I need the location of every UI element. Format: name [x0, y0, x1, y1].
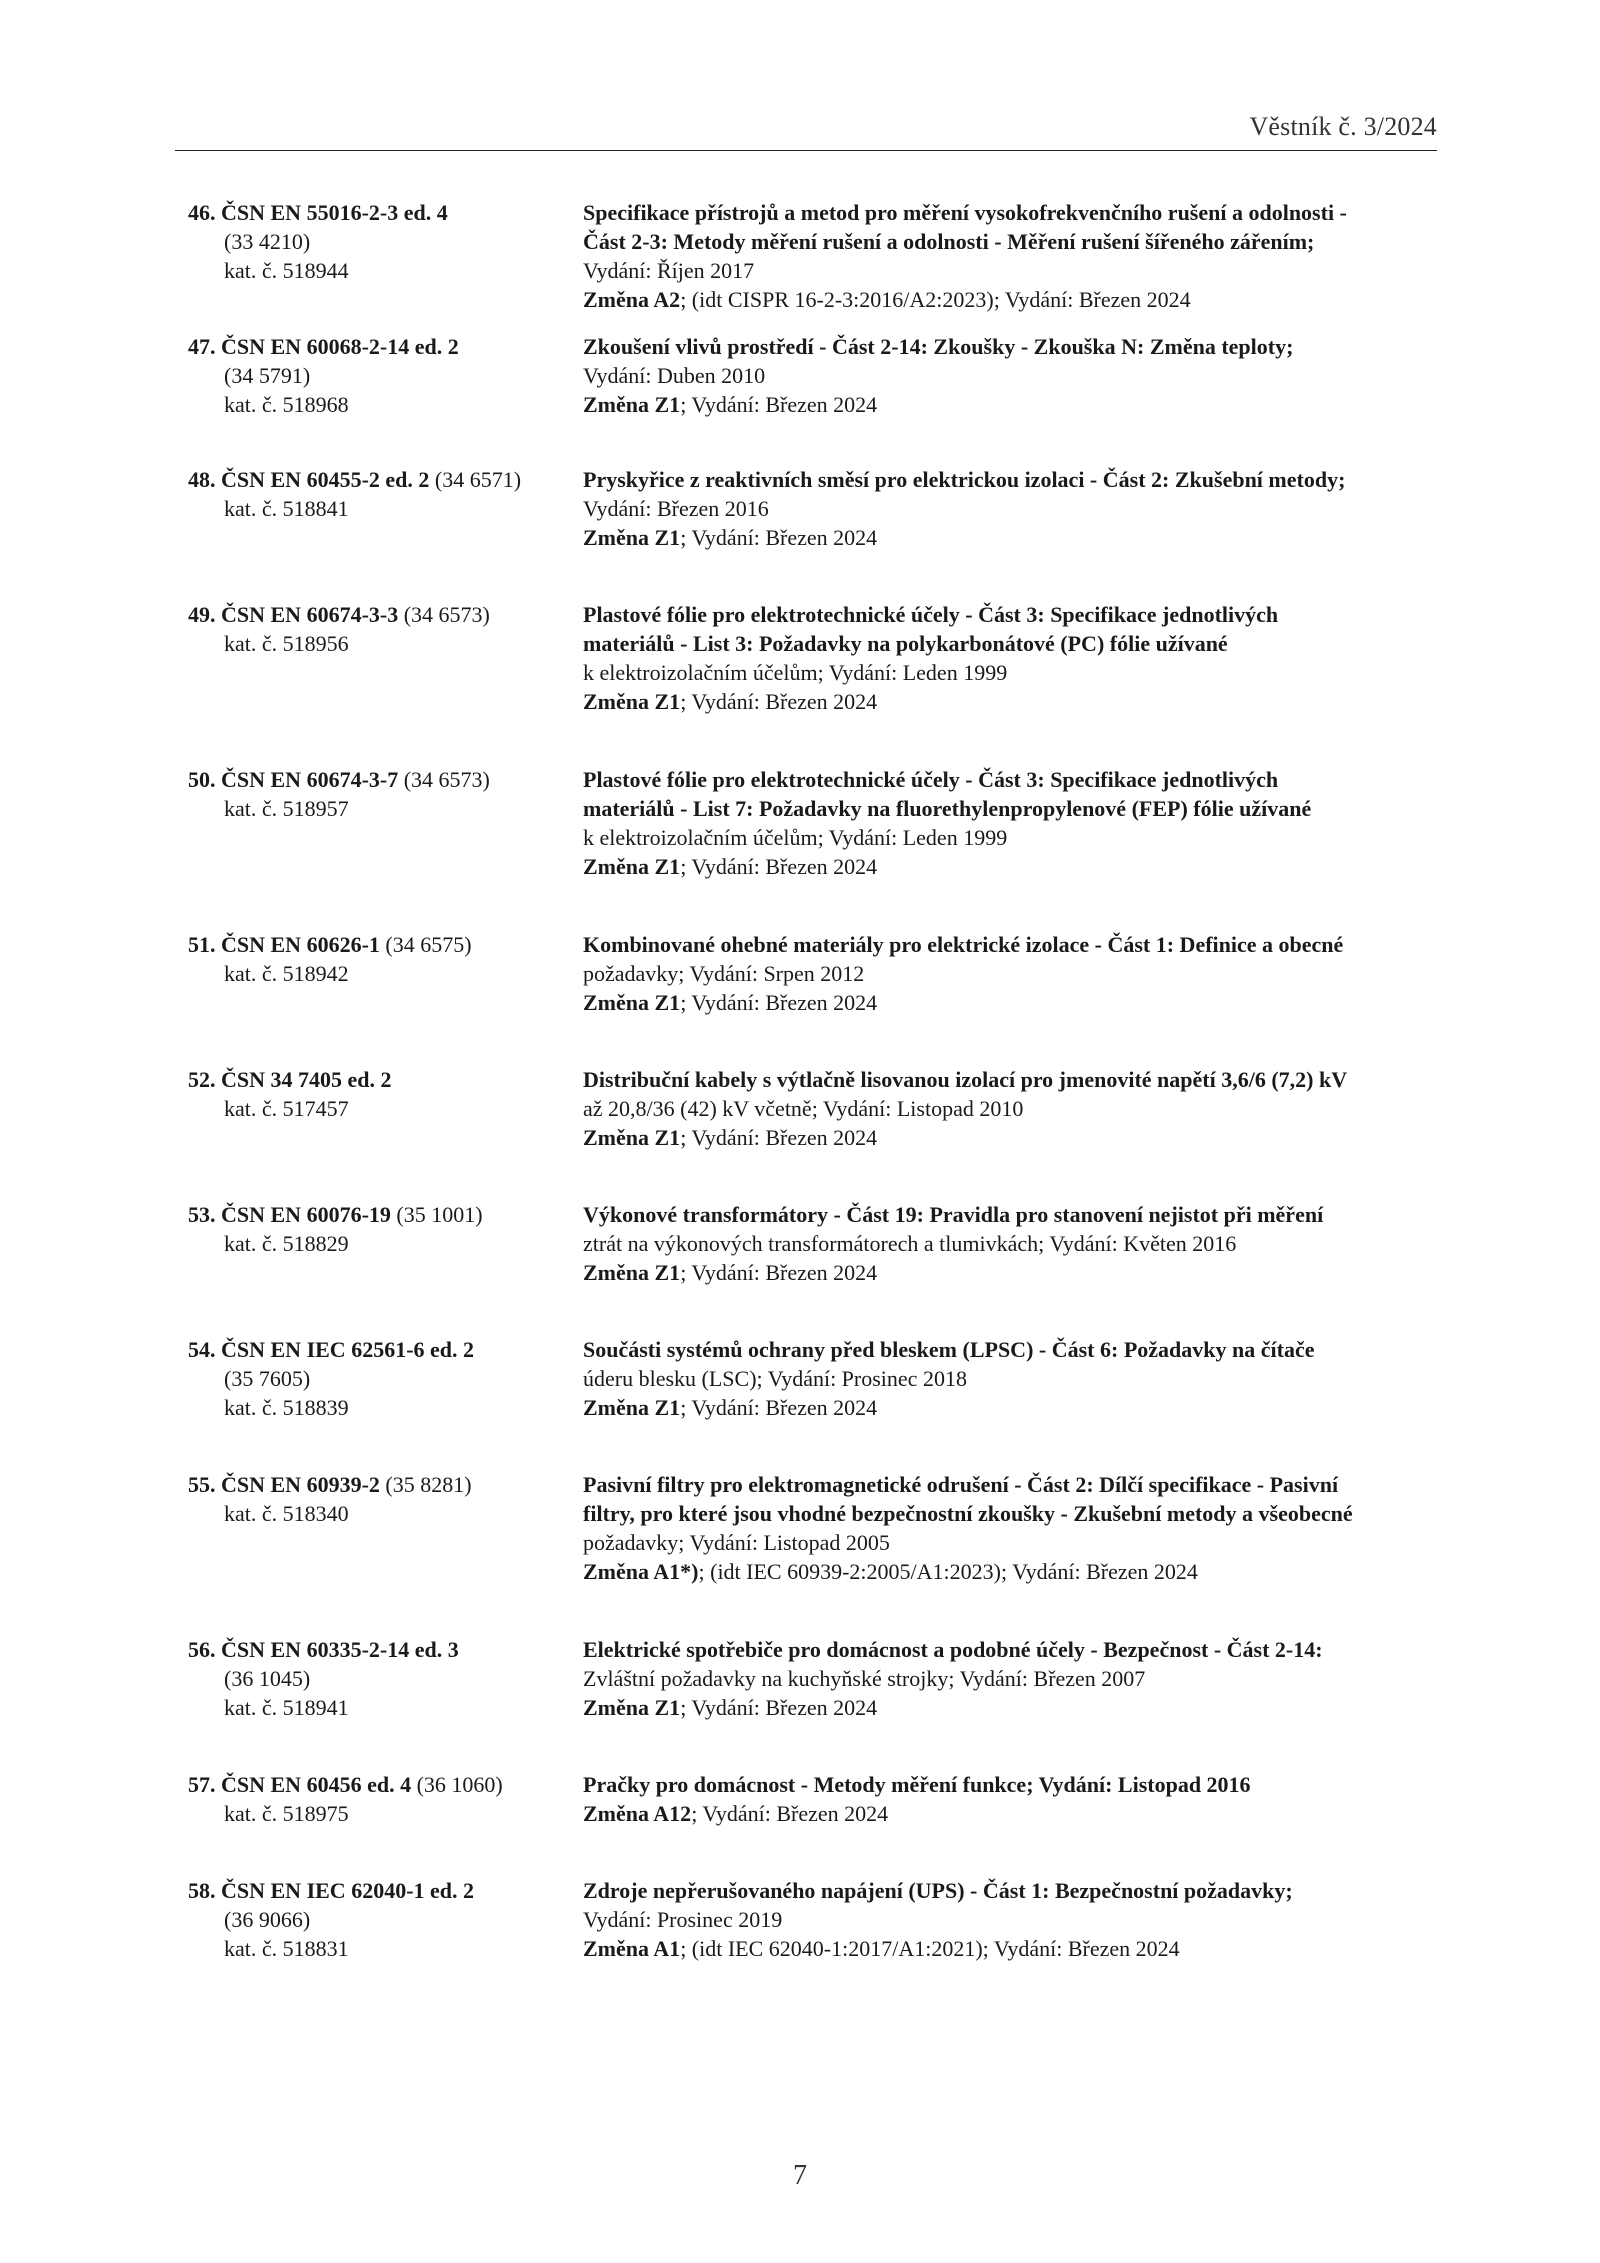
entry-number: 46. — [188, 200, 216, 225]
amendment-line — [583, 285, 1438, 314]
amendment-label: Změna Z1 — [583, 1125, 681, 1150]
title-line: Elektrické spotřebiče pro domácnost a podobné účely - Bezpečnost - Část 2-14: — [583, 1637, 1323, 1662]
entry-number: 58. — [188, 1878, 216, 1903]
amendment-details: ; Vydání: Březen 2024 — [680, 854, 878, 879]
amendment-line — [583, 852, 1438, 881]
issue-line: Vydání: Říjen 2017 — [583, 258, 755, 283]
entry-number: 47. — [188, 334, 216, 359]
list-item — [188, 1876, 1438, 1976]
amendment-label: Změna A1*) — [583, 1559, 699, 1584]
amendment-label: Změna Z1 — [583, 1695, 681, 1720]
classification-code: (34 6573) — [403, 767, 490, 792]
list-item — [188, 1770, 1438, 1876]
list-item — [188, 198, 1438, 332]
issue-line: úderu blesku (LSC); Vydání: Prosinec 2018 — [583, 1366, 967, 1391]
amendment-label: Změna Z1 — [583, 854, 681, 879]
entry-number: 53. — [188, 1202, 216, 1227]
amendment-details: ; Vydání: Březen 2024 — [691, 1801, 889, 1826]
standard-code: ČSN EN 60455-2 ed. 2 — [221, 467, 430, 492]
amendment-details: ; (idt IEC 62040-1:2017/A1:2021); Vydání: Březen 2024 — [680, 1936, 1180, 1961]
issue-line: požadavky; Vydání: Listopad 2005 — [583, 1530, 890, 1555]
list-item — [188, 332, 1438, 465]
amendment-label: Změna Z1 — [583, 525, 681, 550]
catalog-number: kat. č. 518829 — [224, 1231, 349, 1256]
classification-code: (34 6575) — [385, 932, 472, 957]
list-item — [188, 1200, 1438, 1335]
standard-code: ČSN EN 60068-2-14 ed. 2 — [221, 334, 459, 359]
list-item — [188, 1065, 1438, 1200]
amendment-details: ; Vydání: Březen 2024 — [680, 525, 878, 550]
title-line: Plastové fólie pro elektrotechnické účely - Část 3: Specifikace jednotlivých — [583, 767, 1279, 792]
title-line: Pryskyřice z reaktivních směsí pro elektrickou izolaci - Část 2: Zkušební metody; — [583, 467, 1346, 492]
entry-number: 50. — [188, 767, 216, 792]
amendment-details: ; Vydání: Březen 2024 — [680, 1125, 878, 1150]
amendment-label: Změna Z1 — [583, 689, 681, 714]
title-line: filtry, pro které jsou vhodné bezpečnostní zkoušky - Zkušební metody a všeobecné — [583, 1501, 1353, 1526]
title-line: Specifikace přístrojů a metod pro měření vysokofrekvenčního rušení a odolnosti - — [583, 200, 1347, 225]
classification-code: (35 7605) — [224, 1366, 311, 1391]
list-item — [188, 1335, 1438, 1470]
amendment-details: ; Vydání: Březen 2024 — [680, 1260, 878, 1285]
title-line: Distribuční kabely s výtlačně lisovanou izolací pro jmenovité napětí 3,6/6 (7,2) kV — [583, 1067, 1348, 1092]
standard-code: ČSN EN IEC 62040-1 ed. 2 — [221, 1878, 475, 1903]
list-item — [188, 765, 1438, 930]
classification-code: (36 1045) — [224, 1666, 311, 1691]
amendment-details: ; Vydání: Březen 2024 — [680, 689, 878, 714]
catalog-number: kat. č. 518956 — [224, 631, 349, 656]
amendment-line — [583, 1258, 1438, 1287]
title-line: Součásti systémů ochrany před bleskem (LPSC) - Část 6: Požadavky na čítače — [583, 1337, 1315, 1362]
issue-line: Vydání: Březen 2016 — [583, 496, 769, 521]
catalog-number: kat. č. 518340 — [224, 1501, 349, 1526]
amendment-label: Změna Z1 — [583, 1395, 681, 1420]
title-line: Zdroje nepřerušovaného napájení (UPS) - Část 1: Bezpečnostní požadavky; — [583, 1878, 1293, 1903]
issue-line: Vydání: Prosinec 2019 — [583, 1907, 783, 1932]
entry-number: 57. — [188, 1772, 216, 1797]
title-line: Plastové fólie pro elektrotechnické účely - Část 3: Specifikace jednotlivých — [583, 602, 1279, 627]
classification-code: (34 5791) — [224, 363, 311, 388]
entry-number: 49. — [188, 602, 216, 627]
amendment-line — [583, 1693, 1438, 1722]
issue-line: požadavky; Vydání: Srpen 2012 — [583, 961, 865, 986]
catalog-number: kat. č. 518944 — [224, 258, 349, 283]
amendment-line — [583, 1799, 1438, 1828]
standard-code: ČSN EN IEC 62561-6 ed. 2 — [221, 1337, 475, 1362]
entry-number: 56. — [188, 1637, 216, 1662]
entry-number: 55. — [188, 1472, 216, 1497]
page-number: 7 — [793, 2160, 807, 2191]
list-item — [188, 465, 1438, 600]
amendment-label: Změna A1 — [583, 1936, 681, 1961]
amendment-details: ; Vydání: Březen 2024 — [680, 990, 878, 1015]
standard-code: ČSN EN 60335-2-14 ed. 3 — [221, 1637, 459, 1662]
title-line: Pasivní filtry pro elektromagnetické odrušení - Část 2: Dílčí specifikace - Pasivní — [583, 1472, 1339, 1497]
classification-code: (34 6571) — [434, 467, 522, 492]
standard-code: ČSN EN 60626-1 — [221, 932, 380, 957]
classification-code: (33 4210) — [224, 229, 311, 254]
classification-code: (36 1060) — [416, 1772, 503, 1797]
catalog-number: kat. č. 517457 — [224, 1096, 349, 1121]
amendment-details: ; Vydání: Březen 2024 — [680, 392, 878, 417]
title-line: Pračky pro domácnost - Metody měření funkce; Vydání: Listopad 2016 — [583, 1772, 1251, 1797]
standard-code: ČSN EN 60674-3-3 — [221, 602, 399, 627]
issue-line: k elektroizolačním účelům; Vydání: Leden 1999 — [583, 660, 1008, 685]
issue-line: až 20,8/36 (42) kV včetně; Vydání: Listopad 2010 — [583, 1096, 1024, 1121]
issue-line: ztrát na výkonových transformátorech a tlumivkách; Vydání: Květen 2016 — [583, 1231, 1237, 1256]
issue-line: Vydání: Duben 2010 — [583, 363, 766, 388]
title-line: Zkoušení vlivů prostředí - Část 2-14: Zkoušky - Zkouška N: Změna teploty; — [583, 334, 1294, 359]
catalog-number: kat. č. 518831 — [224, 1936, 349, 1961]
catalog-number: kat. č. 518839 — [224, 1395, 349, 1420]
amendment-line — [583, 1393, 1438, 1422]
standard-code: ČSN EN 60939-2 — [221, 1472, 380, 1497]
standard-code: ČSN 34 7405 ed. 2 — [221, 1067, 392, 1092]
amendment-line — [583, 523, 1438, 552]
amendment-line — [583, 1123, 1438, 1152]
standards-list — [188, 198, 1438, 1976]
catalog-number: kat. č. 518975 — [224, 1801, 349, 1826]
issue-line: k elektroizolačním účelům; Vydání: Leden 1999 — [583, 825, 1008, 850]
entry-number: 51. — [188, 932, 216, 957]
amendment-line — [583, 988, 1438, 1017]
amendment-details: ; Vydání: Březen 2024 — [680, 1695, 878, 1720]
standard-code: ČSN EN 60674-3-7 — [221, 767, 399, 792]
bulletin-title: Věstník č. 3/2024 — [1249, 112, 1437, 141]
list-item — [188, 1470, 1438, 1635]
amendment-line — [583, 390, 1438, 419]
amendment-label: Změna Z1 — [583, 1260, 681, 1285]
list-item — [188, 1635, 1438, 1770]
page-header — [175, 112, 1437, 151]
catalog-number: kat. č. 518957 — [224, 796, 349, 821]
title-line: Kombinované ohebné materiály pro elektrické izolace - Část 1: Definice a obecné — [583, 932, 1344, 957]
amendment-line — [583, 1557, 1438, 1586]
amendment-line — [583, 687, 1438, 716]
catalog-number: kat. č. 518841 — [224, 496, 349, 521]
classification-code: (35 1001) — [396, 1202, 483, 1227]
amendment-label: Změna A12 — [583, 1801, 692, 1826]
list-item — [188, 930, 1438, 1065]
classification-code: (34 6573) — [403, 602, 490, 627]
title-line: Část 2-3: Metody měření rušení a odolnosti - Měření rušení šířeného zářením; — [583, 229, 1315, 254]
classification-code: (36 9066) — [224, 1907, 311, 1932]
amendment-label: Změna Z1 — [583, 392, 681, 417]
entry-number: 54. — [188, 1337, 216, 1362]
amendment-details: ; (idt IEC 60939-2:2005/A1:2023); Vydání: Březen 2024 — [698, 1559, 1198, 1584]
list-item — [188, 600, 1438, 765]
catalog-number: kat. č. 518942 — [224, 961, 349, 986]
amendment-details: ; Vydání: Březen 2024 — [680, 1395, 878, 1420]
issue-line: Zvláštní požadavky na kuchyňské strojky; Vydání: Březen 2007 — [583, 1666, 1146, 1691]
amendment-label: Změna Z1 — [583, 990, 681, 1015]
amendment-line — [583, 1934, 1438, 1963]
catalog-number: kat. č. 518968 — [224, 392, 349, 417]
title-line: materiálů - List 3: Požadavky na polykarbonátové (PC) fólie užívané — [583, 631, 1228, 656]
amendment-label: Změna A2 — [583, 287, 681, 312]
standard-code: ČSN EN 60076-19 — [221, 1202, 391, 1227]
title-line: Výkonové transformátory - Část 19: Pravidla pro stanovení nejistot při měření — [583, 1202, 1324, 1227]
entry-number: 52. — [188, 1067, 216, 1092]
catalog-number: kat. č. 518941 — [224, 1695, 349, 1720]
standard-code: ČSN EN 60456 ed. 4 — [221, 1772, 412, 1797]
classification-code: (35 8281) — [385, 1472, 472, 1497]
amendment-details: ; (idt CISPR 16-2-3:2016/A2:2023); Vydání: Březen 2024 — [680, 287, 1191, 312]
title-line: materiálů - List 7: Požadavky na fluorethylenpropylenové (FEP) fólie užívané — [583, 796, 1312, 821]
entry-number: 48. — [188, 467, 216, 492]
standard-code: ČSN EN 55016-2-3 ed. 4 — [221, 200, 448, 225]
